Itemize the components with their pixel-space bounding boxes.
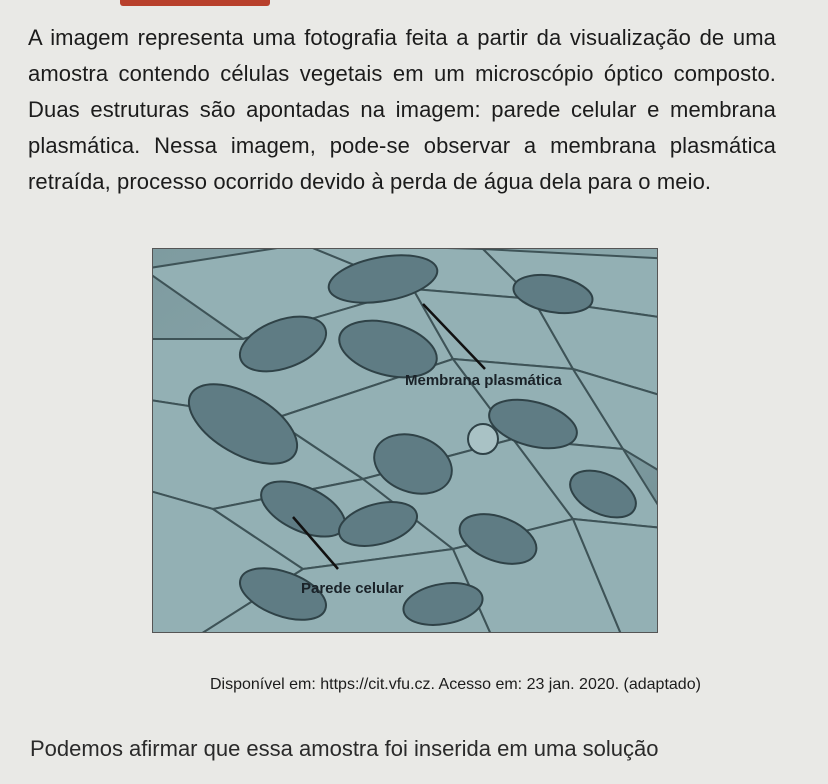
figure-caption: Disponível em: https://cit.vfu.cz. Acesso em: 23 jan. 2020. (adaptado): [210, 676, 701, 693]
micrograph-image: [153, 249, 657, 632]
top-accent-strip: [120, 0, 270, 6]
micrograph-figure: [152, 248, 658, 633]
question-paragraph: A imagem representa uma fotografia feita a partir da visualização de uma amostra contendo células vegetais em um microscópio óptico composto. Duas estruturas são apontadas na imagem: parede celular e membrana plasmática. Nessa imagem, pode-se observar a membrana plasmática retraída, processo ocorrido devido à perda de água dela para o meio.: [28, 25, 776, 194]
question-prompt: Podemos afirmar que essa amostra foi inserida em uma solução: [30, 736, 659, 761]
label-membrana-plasmatica: Membrana plasmática: [405, 372, 562, 389]
label-parede-celular: Parede celular: [301, 580, 404, 597]
